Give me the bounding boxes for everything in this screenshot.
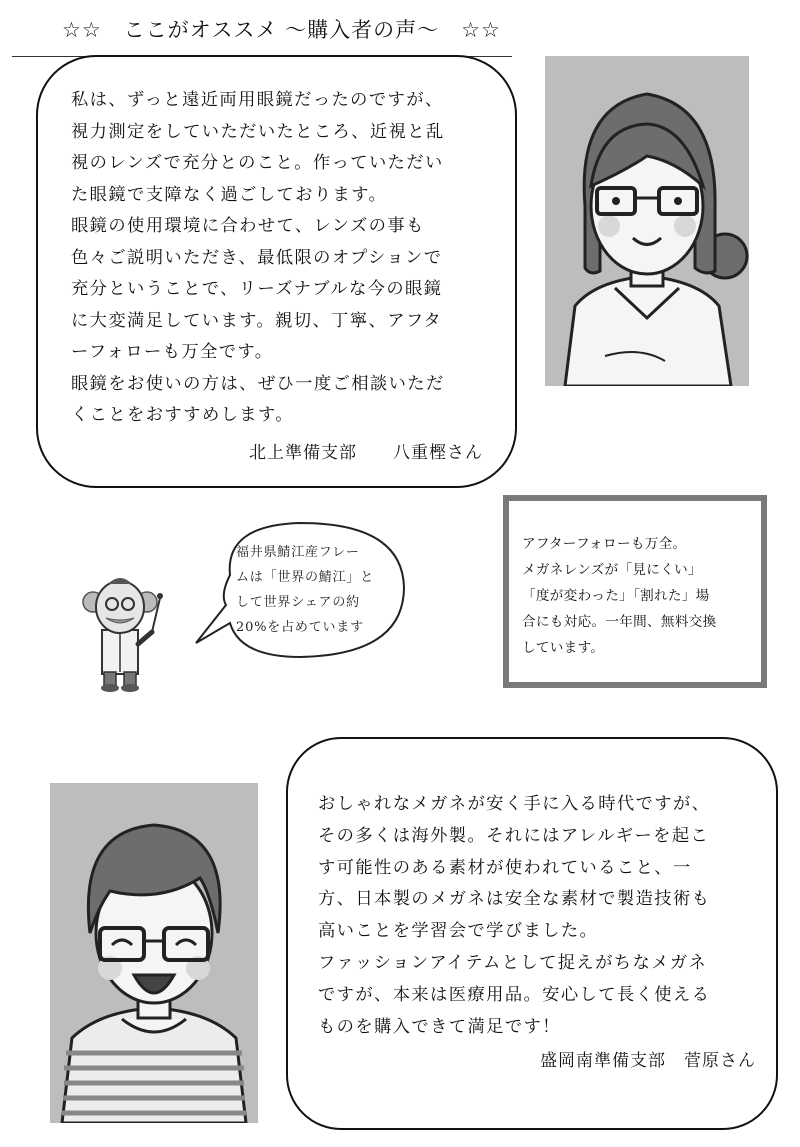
text-line: 高いことを学習会で学びました。 xyxy=(318,921,599,942)
text-line: 福井県鯖江産フレー xyxy=(236,545,360,560)
text-line: 20%を占めています xyxy=(236,620,364,635)
testimonial-2-text xyxy=(318,789,758,1043)
testimonial-bubble-1 xyxy=(36,55,517,488)
text-line: くことをおすすめします。 xyxy=(71,405,294,425)
text-line: に大変満足しています。親切、丁寧、アフタ xyxy=(71,310,443,331)
text-line: 視力測定をしていただいたところ、近視と乱 xyxy=(71,121,445,142)
text-line: その多くは海外製。それにはアレルギーを起こ xyxy=(318,825,710,846)
aftercare-info-box xyxy=(503,495,767,688)
testimonial-2-signature: 盛岡南準備支部 菅原さん xyxy=(540,1051,756,1071)
text-line: 私は、ずっと遠近両用眼鏡だったのですが、 xyxy=(71,90,444,110)
text-line: 充分ということで、リーズナブルな今の眼鏡 xyxy=(71,279,443,299)
text-line: 方、日本製のメガネは安全な素材で製造技術も xyxy=(318,889,711,910)
man-portrait-illustration xyxy=(50,783,258,1123)
text-line: 色々ご説明いただき、最低限のオプションで xyxy=(71,247,443,268)
speech-bubble-text xyxy=(236,540,396,640)
text-line: ムは「世界の鯖江」と xyxy=(236,570,375,585)
text-line: 「度が変わった」「割れた」場 xyxy=(522,588,710,604)
text-line: 眼鏡の使用環境に合わせて、レンズの事も xyxy=(71,216,425,236)
text-line: 合にも対応。一年間、無料交換 xyxy=(522,614,717,630)
text-line: おしゃれなメガネが安く手に入る時代ですが、 xyxy=(318,794,711,814)
text-line: メガネレンズが「見にくい」 xyxy=(522,562,702,578)
text-line: ファッションアイテムとして捉えがちなメガネ xyxy=(318,952,708,973)
text-line: しています。 xyxy=(522,640,605,656)
testimonial-1-signature: 北上準備支部 八重樫さん xyxy=(249,443,483,463)
info-box-text xyxy=(522,531,757,661)
text-line: 眼鏡をお使いの方は、ぜひ一度ご相談いただ xyxy=(71,373,445,394)
testimonial-bubble-2 xyxy=(286,737,778,1130)
text-line: 視のレンズで充分とのこと。作っていただい xyxy=(71,153,444,173)
text-line: して世界シェアの約 xyxy=(236,595,360,610)
text-line: アフターフォローも万全。 xyxy=(522,536,687,552)
woman-portrait-illustration xyxy=(545,56,749,386)
text-line: ですが、本来は医療用品。安心して長く使える xyxy=(318,984,711,1005)
page-title: ☆☆ ここがオススメ ～購入者の声～ ☆☆ xyxy=(62,18,501,42)
text-line: す可能性のある素材が使われていること、一 xyxy=(318,857,692,878)
text-line: ーフォローも万全です。 xyxy=(71,342,274,362)
text-line: た眼鏡で支障なく過ごしております。 xyxy=(71,184,388,205)
text-line: ものを購入できて満足です！ xyxy=(318,1016,561,1037)
professor-mascot-illustration xyxy=(78,572,170,692)
testimonial-1-text xyxy=(71,85,501,432)
